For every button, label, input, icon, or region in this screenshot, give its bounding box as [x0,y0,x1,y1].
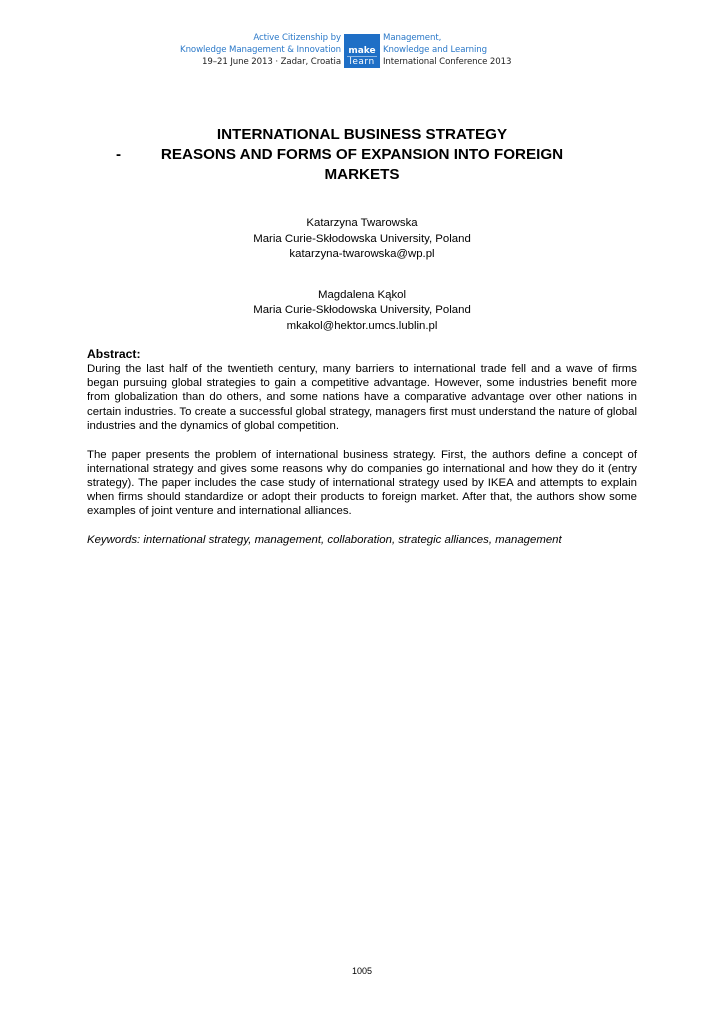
header-right-line3: International Conference 2013 [383,57,512,67]
page-number: 1005 [351,966,373,976]
author-name: Magdalena Kąkol [317,288,407,301]
author-email: mkakol@hektor.umcs.lublin.pl [286,319,438,332]
logo-word-learn: learn [349,57,375,67]
header-left-line3: 19–21 June 2013 · Zadar, Croatia [202,57,341,67]
author-list [86,216,638,334]
header-right-line1: Management, [383,33,442,43]
author-affiliation: Maria Curie-Skłodowska University, Poland [253,304,471,316]
title-dash: - [116,146,122,163]
conference-header [0,32,724,72]
author-name: Katarzyna Twarowska [306,217,418,229]
abstract-paragraph-1: During the last half of the twentieth century, many barriers to international trade fell and a wave of firms began pursuing global strategies to gain a competitive advantage. However, some industries benefit more from globalization than do others, and some nations have a comparative advantage over other nations in certain industries. To create a successful global strategy, managers first must understand the nature of global industries and the dynamics of global competition. [87,363,637,432]
abstract-section [87,347,637,547]
keywords: Keywords: international strategy, management, collaboration, strategic alliances, management [87,533,562,546]
title-line1: INTERNATIONAL BUSINESS STRATEGY [216,126,508,143]
author-affiliation: Maria Curie-Skłodowska University, Poland [253,232,471,245]
author-email: katarzyna-twarowska@wp.pl [289,248,435,260]
header-right-line2: Knowledge and Learning [383,45,487,55]
header-right-text [383,32,511,68]
author-block-2 [86,288,638,335]
abstract-paragraph-2: The paper presents the problem of international business strategy. First, the authors define a concept of international strategy and gives some reasons why do companies go international and how they do it (entry strategy). The paper includes the case study of international strategy used by IKEA and attempts to explain when firms should standardize or adopt their products to foreign market. After that, the authors show some examples of joint venture and international alliances. [87,448,637,518]
title-line3: MARKETS [324,166,400,183]
abstract-heading: Abstract: [87,347,141,361]
paper-title [86,125,638,185]
logo-word-make: make [348,46,376,56]
title-line2: REASONS AND FORMS OF EXPANSION INTO FOREIGN [160,146,564,163]
header-left-line1: Active Citizenship by [253,33,341,43]
make-learn-logo [344,34,380,68]
header-left-line2: Knowledge Management & Innovation [180,45,341,55]
header-left-text [180,32,341,68]
author-block-1 [86,216,638,263]
